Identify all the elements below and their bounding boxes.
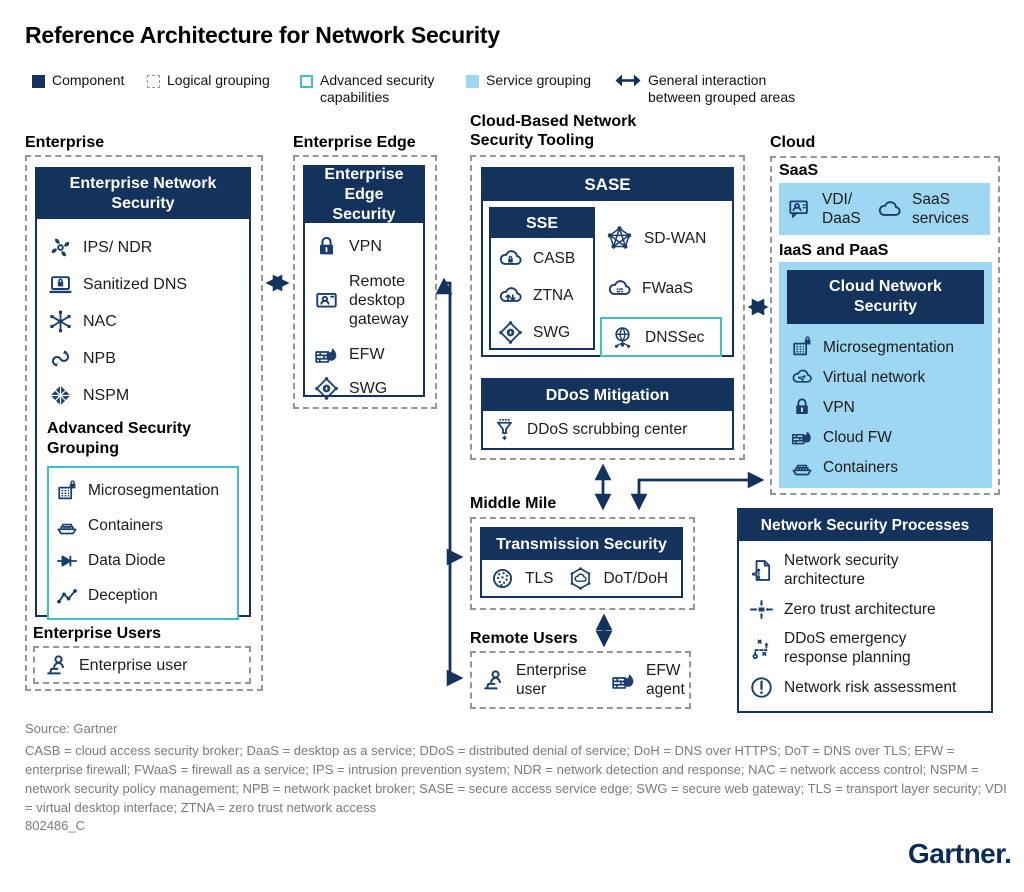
enterprise-edge-security-title: Enterprise Edge Security [305,167,423,223]
saas-heading: SaaS [779,162,819,179]
item-label: Microsegmentation [823,338,954,356]
npb-icon [47,345,74,372]
data-diode-icon [55,549,79,573]
firewall-icon [790,425,814,449]
list-item [313,263,417,337]
casb-cloud-lock-icon [497,245,524,272]
cloud-network-security-area [779,262,992,488]
list-item [790,452,954,482]
network-architecture-icon [748,557,775,584]
containers-icon [55,514,79,538]
list-item [604,223,706,254]
list-item [748,549,985,591]
item-label: SD-WAN [644,230,707,247]
ddos-mitigation-title: DDoS Mitigation [483,380,732,411]
legend-service [466,73,479,90]
network-security-processes-box [737,508,993,713]
list-item [790,392,954,422]
dot-doh-hex-icon [567,565,594,592]
list-item [876,190,976,228]
enterprise-network-security-title: Enterprise Network Security [37,169,249,219]
enterprise-user-icon [480,667,507,694]
list-item [47,340,239,377]
zero-trust-icon [748,596,775,623]
advanced-security-grouping-box [47,466,239,620]
item-label: SWG [533,324,571,341]
list-item [43,652,188,679]
gartner-logo: Gartner. [908,838,1012,869]
item-label: Microsegmentation [88,482,219,499]
item-label: Cloud FW [823,428,892,446]
dnssec-box [600,317,722,357]
item-label: EFW agent [646,662,685,698]
item-label: DoT/DoH [603,569,669,587]
ips-ndr-icon [47,234,74,261]
enterprise-section-label: Enterprise [25,134,105,151]
item-label: Enterprise user [79,656,188,674]
list-item [47,377,239,414]
legend-service-label: Service grouping [486,72,592,88]
cloud-network-security-title: Cloud Network Security [787,270,984,324]
item-label: Sanitized DNS [83,276,188,293]
planning-path-icon [748,635,775,662]
legend-logical-label: Logical grouping [167,72,270,88]
list-item [497,314,589,351]
containers-icon [790,455,814,479]
enterprise-user-icon [43,652,70,679]
saas-service-box [779,183,990,235]
legend-logical [147,73,160,90]
advanced-security-grouping-heading: Advanced Security Grouping [47,420,192,457]
list-item [748,627,985,669]
item-label: DNSSec [645,328,705,346]
sse-title: SSE [491,209,593,238]
list-item [790,332,954,362]
firewall-icon [610,667,637,694]
item-label: Zero trust architecture [784,600,936,618]
list-item [483,411,732,448]
list-item [47,266,239,303]
remote-users-group [470,651,691,709]
ztna-cloud-arrows-icon [497,282,524,309]
list-item [609,324,704,351]
cloud-section-label: Cloud [770,134,816,151]
transmission-security-title: Transmission Security [482,529,681,560]
legend-advanced [300,73,313,90]
list-item [47,303,239,340]
service-blue-square [466,75,479,88]
item-label: Containers [88,517,163,534]
list-item [313,337,417,371]
list-item [55,508,231,543]
item-label: Remote desktop gateway [349,272,409,328]
list-item [47,229,239,266]
sd-wan-mesh-icon [604,223,635,254]
tls-sphere-icon [489,565,516,592]
enterprise-edge-section-label: Enterprise Edge [293,134,416,151]
list-item [567,565,668,592]
virtual-network-icon [790,365,814,389]
enterprise-edge-security-box [303,165,425,397]
vpn-lock-icon [313,233,340,260]
component-square [32,75,45,88]
swg-icon [497,319,524,346]
list-item [497,277,589,314]
item-label: VPN [349,237,382,255]
network-security-processes-title: Network Security Processes [739,510,991,541]
dnssec-globe-icon [609,324,636,351]
item-label: SaaS services [912,191,969,227]
nspm-icon [47,382,74,409]
sase-title: SASE [483,169,732,201]
nac-icon [47,308,74,335]
item-label: Virtual network [823,368,926,386]
item-label: FWaaS [642,280,694,297]
item-label: VPN [823,398,855,416]
list-item [313,371,417,405]
item-label: Enterprise user [516,662,587,698]
tooling-section-label: Cloud-Based Network Security Tooling [470,113,637,149]
ddos-mitigation-box [481,378,734,450]
legend-component-label: Component [52,72,125,88]
enterprise-users-box [33,646,251,684]
saas-cloud-icon [876,196,903,223]
swg-icon [313,375,340,402]
list-item [748,595,985,623]
arrow-cloud-middlemile [639,480,762,508]
item-label: TLS [525,569,554,587]
list-item [790,362,954,392]
list-item [480,661,594,699]
item-label: ZTNA [533,287,574,304]
list-item [313,229,417,263]
microsegmentation-icon [790,335,814,359]
remote-users-section-label: Remote Users [470,630,578,647]
item-label: NAC [83,313,117,330]
item-label: NSPM [83,387,130,404]
list-item [790,422,954,452]
item-label: Network risk assessment [784,678,957,696]
page-title: Reference Architecture for Network Security [25,22,500,48]
arrow-edge-remoteusers [444,280,461,678]
item-label: Data Diode [88,552,166,569]
source-note: Source: Gartner [25,721,118,736]
item-label: Deception [88,587,158,604]
legend-component [32,73,45,90]
list-item [786,190,868,228]
fwaas-cloud-firewall-icon [606,275,633,302]
sse-box [489,207,595,350]
deception-icon [55,584,79,608]
transmission-security-box [480,527,683,598]
item-label: DDoS scrubbing center [527,421,688,438]
legend-advanced-label: Advanced security capabilities [320,72,435,105]
microsegmentation-icon [55,479,79,503]
remote-desktop-icon [313,287,340,314]
list-item [55,473,231,508]
item-label: DDoS emergency response planning [784,630,911,666]
vpn-lock-icon [790,395,814,419]
item-label: EFW [349,345,385,363]
advanced-teal-square [300,75,313,88]
vdi-daas-icon [786,196,813,223]
logical-dashed-square [147,75,160,88]
interaction-arrow-icon [614,73,642,88]
item-label: CASB [533,250,576,267]
legend [0,70,1024,110]
sanitized-dns-icon [47,271,74,298]
risk-assessment-icon [748,674,775,701]
list-item [748,673,985,701]
item-label: VDI/ DaaS [822,191,861,227]
abbreviations-note: CASB = cloud access security broker; DaaS = desktop as a service; DDoS = distributed denial of service; DoH = DNS over HTTPS; DoT = DNS over TLS; EFW = enterprise firewall; FWaaS = firewall as a service; IPS = intrusion prevention system; NDR = network detection and response; NAC = network access control; NSPM = network security policy management; NPB = network packet broker; SASE = secure access service edge; SWG = secure web gateway; TLS = transport layer security; VDI = virtual desktop interface; ZTNA = zero trust network access [25,743,1007,815]
iaas-paas-heading: IaaS and PaaS [779,242,889,259]
item-label: NPB [83,350,116,367]
list-item [55,578,231,613]
enterprise-network-security-box [35,167,251,617]
item-label: IPS/ NDR [83,239,153,256]
item-label: Containers [823,458,898,476]
list-item [610,661,694,699]
middle-mile-section-label: Middle Mile [470,495,557,512]
item-label: Network security architecture [784,552,899,588]
list-item [606,275,693,302]
firewall-icon [313,341,340,368]
enterprise-users-heading: Enterprise Users [33,625,162,642]
list-item [497,240,589,277]
list-item [489,565,553,592]
item-label: SWG [349,379,388,397]
doc-id: 802486_C [25,818,85,833]
scrubbing-funnel-icon [491,416,518,443]
list-item [55,543,231,578]
legend-interaction-label: General interaction between grouped areas [648,72,796,105]
